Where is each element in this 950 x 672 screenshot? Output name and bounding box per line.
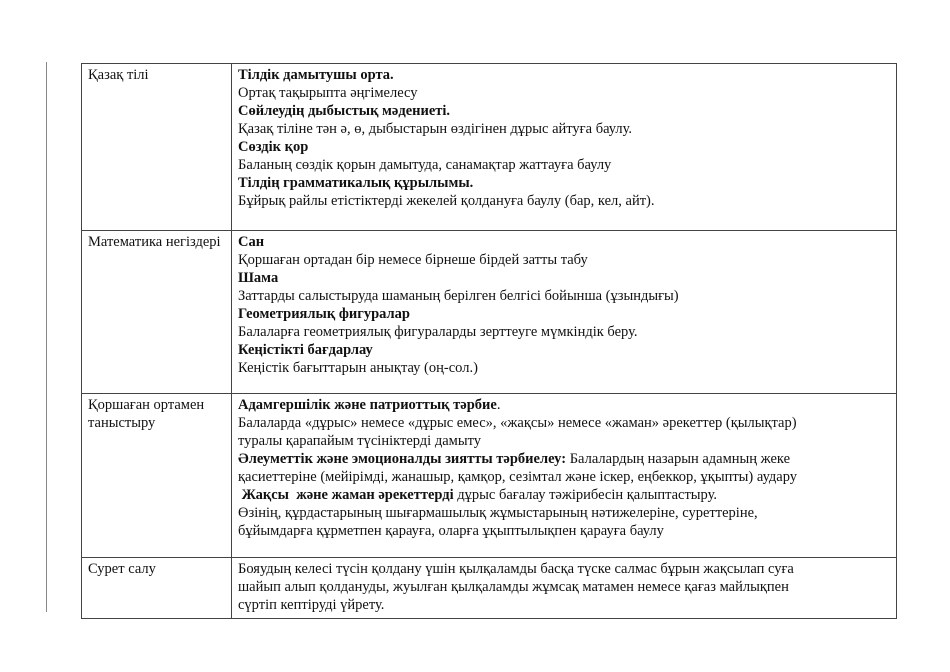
curriculum-table — [81, 63, 897, 619]
left-margin-rule — [46, 62, 47, 612]
section-heading: Сан — [238, 234, 265, 250]
section-text: Қоршаған ортадан бір немесе бірнеше бірдей затты табу — [238, 252, 588, 268]
section-text: Бояудың келесі түсін қолдану үшін қылқаламды басқа түске салмас бұрын жақсылап суға — [238, 561, 794, 577]
section-text: Заттарды салыстыруда шаманың берілген белгісі бойынша (ұзындығы) — [238, 288, 679, 304]
content-cell — [232, 394, 897, 558]
section-line — [238, 486, 890, 504]
subject-cell — [82, 231, 232, 394]
heading-punctuation: . — [496, 397, 501, 413]
table-row — [82, 558, 897, 619]
section-heading: Сөздік қор — [238, 139, 309, 155]
section-heading: Адамгершілік және патриоттық тәрбие — [238, 397, 497, 413]
section-text: қасиеттеріне (мейірімді, жанашыр, қамқор, сезімтал және іскер, еңбеккор, ұқыпты) аудару — [238, 469, 798, 485]
content-cell — [232, 64, 897, 231]
content-cell — [232, 231, 897, 394]
section-heading: Тілдің грамматикалық құрылымы. — [238, 175, 474, 191]
section-heading: Шама — [238, 270, 279, 286]
section-text: Балаларға геометриялық фигураларды зерттеуге мүмкіндік беру. — [238, 324, 638, 340]
section-text: Балалардың назарын адамның жеке — [566, 451, 791, 467]
section-text: Қазақ тіліне тән ә, ө, дыбыстарын өздігінен дұрыс айтуға баулу. — [238, 121, 633, 137]
section-heading: Геометриялық фигуралар — [238, 306, 410, 322]
subject-cell — [82, 558, 232, 619]
table-row — [82, 394, 897, 558]
section-text: Кеңістік бағыттарын анықтау (оң-сол.) — [238, 360, 478, 376]
section-text: Өзінің, құрдастарының шығармашылық жұмыстарының нәтижелеріне, суреттеріне, — [238, 505, 758, 521]
subject-label: Сурет салу — [88, 561, 156, 577]
section-text: Бұйрық райлы етістіктерді жекелей қолдануға баулу (бар, кел, айт). — [238, 193, 655, 209]
section-text: туралы қарапайым түсініктерді дамыту — [238, 433, 481, 449]
table-row — [82, 64, 897, 231]
subject-cell — [82, 64, 232, 231]
subject-label: Математика негіздері — [88, 234, 221, 250]
section-text: Ортақ тақырыпта әңгімелесу — [238, 85, 418, 101]
section-text: Баланың сөздік қорын дамытуда, санамақтар жаттауға баулу — [238, 157, 612, 173]
section-heading-line — [238, 396, 890, 414]
section-heading: Жақсы және жаман әрекеттерді — [238, 487, 454, 503]
section-heading: Тілдік дамытушы орта. — [238, 67, 394, 83]
section-heading: Сөйлеудің дыбыстық мәдениеті. — [238, 103, 451, 119]
table-row — [82, 231, 897, 394]
section-heading: Кеңістікті бағдарлау — [238, 342, 373, 358]
subject-label: Қоршаған ортамен таныстыру — [88, 397, 205, 431]
section-text: сүртіп кептіруді үйрету. — [238, 597, 385, 613]
section-heading: Әлеуметтік және эмоционалды зиятты тәрбиелеу: — [238, 451, 567, 467]
content-cell — [232, 558, 897, 619]
subject-label: Қазақ тілі — [88, 67, 149, 83]
section-text: дұрыс бағалау тәжірибесін қалыптастыру. — [453, 487, 718, 503]
section-text: бұйымдарға құрметпен қарауға, оларға ұқыптылықпен қарауға баулу — [238, 523, 664, 539]
section-text: Балаларда «дұрыс» немесе «дұрыс емес», «жақсы» немесе «жаман» әрекеттер (қылықтар) — [238, 415, 797, 431]
section-text: шайып алып қолдануды, жуылған қылқаламды жұмсақ матамен немесе қағаз майлықпен — [238, 579, 789, 595]
subject-cell — [82, 394, 232, 558]
section-line — [238, 450, 890, 468]
